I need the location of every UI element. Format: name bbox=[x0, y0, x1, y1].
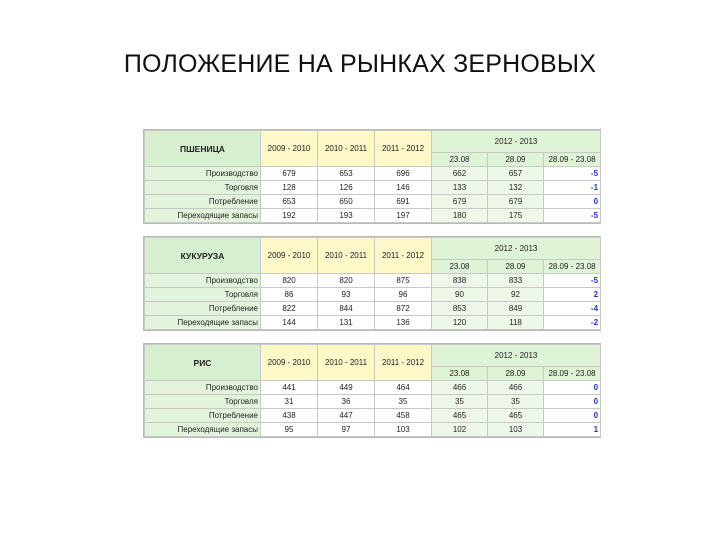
date-header: 28.09 - 23.08 bbox=[544, 260, 601, 274]
row-label: Потребление bbox=[145, 195, 261, 209]
change-value: -2 bbox=[544, 316, 601, 330]
change-value: -5 bbox=[544, 167, 601, 181]
table-row bbox=[145, 395, 601, 409]
table-cell: 132 bbox=[488, 181, 544, 195]
table-cell: 822 bbox=[261, 302, 318, 316]
table-cell: 96 bbox=[375, 288, 432, 302]
change-value: -4 bbox=[544, 302, 601, 316]
table-cell: 180 bbox=[432, 209, 488, 223]
table-row bbox=[145, 181, 601, 195]
crop-name: ПШЕНИЦА bbox=[145, 131, 261, 167]
table-cell: 679 bbox=[488, 195, 544, 209]
table-cell: 126 bbox=[318, 181, 375, 195]
change-value: 1 bbox=[544, 423, 601, 437]
grain-table bbox=[144, 130, 601, 223]
table-cell: 35 bbox=[432, 395, 488, 409]
grain-table-block bbox=[143, 343, 601, 438]
change-value: 0 bbox=[544, 381, 601, 395]
table-cell: 128 bbox=[261, 181, 318, 195]
table-cell: 662 bbox=[432, 167, 488, 181]
row-label: Потребление bbox=[145, 409, 261, 423]
table-cell: 458 bbox=[375, 409, 432, 423]
table-row bbox=[145, 195, 601, 209]
table-cell: 657 bbox=[488, 167, 544, 181]
table-cell: 118 bbox=[488, 316, 544, 330]
year-header: 2011 - 2012 bbox=[375, 238, 432, 274]
table-cell: 820 bbox=[261, 274, 318, 288]
grain-table-block bbox=[143, 129, 601, 224]
table-cell: 650 bbox=[318, 195, 375, 209]
table-cell: 35 bbox=[488, 395, 544, 409]
table-cell: 853 bbox=[432, 302, 488, 316]
table-cell: 86 bbox=[261, 288, 318, 302]
year-header: 2009 - 2010 bbox=[261, 238, 318, 274]
table-row bbox=[145, 316, 601, 330]
table-cell: 653 bbox=[318, 167, 375, 181]
table-cell: 103 bbox=[488, 423, 544, 437]
table-cell: 872 bbox=[375, 302, 432, 316]
table-row bbox=[145, 209, 601, 223]
table-cell: 197 bbox=[375, 209, 432, 223]
season-header: 2012 - 2013 bbox=[432, 131, 601, 153]
season-header: 2012 - 2013 bbox=[432, 345, 601, 367]
row-label: Торговля bbox=[145, 288, 261, 302]
table-cell: 90 bbox=[432, 288, 488, 302]
date-header: 23.08 bbox=[432, 260, 488, 274]
table-cell: 849 bbox=[488, 302, 544, 316]
row-label: Торговля bbox=[145, 181, 261, 195]
table-header-row bbox=[145, 131, 601, 153]
grain-table bbox=[144, 344, 601, 437]
table-cell: 92 bbox=[488, 288, 544, 302]
table-cell: 97 bbox=[318, 423, 375, 437]
change-value: 0 bbox=[544, 409, 601, 423]
row-label: Производство bbox=[145, 274, 261, 288]
table-row bbox=[145, 302, 601, 316]
table-cell: 691 bbox=[375, 195, 432, 209]
table-header-row bbox=[145, 238, 601, 260]
table-cell: 131 bbox=[318, 316, 375, 330]
table-cell: 146 bbox=[375, 181, 432, 195]
date-header: 28.09 - 23.08 bbox=[544, 367, 601, 381]
table-row bbox=[145, 423, 601, 437]
table-cell: 838 bbox=[432, 274, 488, 288]
table-cell: 820 bbox=[318, 274, 375, 288]
change-value: -5 bbox=[544, 209, 601, 223]
table-cell: 464 bbox=[375, 381, 432, 395]
season-header: 2012 - 2013 bbox=[432, 238, 601, 260]
year-header: 2009 - 2010 bbox=[261, 131, 318, 167]
year-header: 2010 - 2011 bbox=[318, 238, 375, 274]
table-cell: 653 bbox=[261, 195, 318, 209]
row-label: Переходящие запасы bbox=[145, 209, 261, 223]
table-cell: 875 bbox=[375, 274, 432, 288]
table-cell: 679 bbox=[261, 167, 318, 181]
table-cell: 193 bbox=[318, 209, 375, 223]
table-cell: 465 bbox=[488, 409, 544, 423]
change-value: -5 bbox=[544, 274, 601, 288]
change-value: -1 bbox=[544, 181, 601, 195]
row-label: Производство bbox=[145, 167, 261, 181]
table-row bbox=[145, 288, 601, 302]
date-header: 28.09 bbox=[488, 260, 544, 274]
slide-title: ПОЛОЖЕНИЕ НА РЫНКАХ ЗЕРНОВЫХ bbox=[123, 50, 597, 78]
table-cell: 136 bbox=[375, 316, 432, 330]
row-label: Переходящие запасы bbox=[145, 316, 261, 330]
date-header: 28.09 bbox=[488, 367, 544, 381]
table-cell: 192 bbox=[261, 209, 318, 223]
table-cell: 447 bbox=[318, 409, 375, 423]
change-value: 2 bbox=[544, 288, 601, 302]
table-cell: 175 bbox=[488, 209, 544, 223]
table-cell: 438 bbox=[261, 409, 318, 423]
table-cell: 133 bbox=[432, 181, 488, 195]
table-row bbox=[145, 274, 601, 288]
table-cell: 696 bbox=[375, 167, 432, 181]
row-label: Переходящие запасы bbox=[145, 423, 261, 437]
change-value: 0 bbox=[544, 395, 601, 409]
crop-name: КУКУРУЗА bbox=[145, 238, 261, 274]
year-header: 2011 - 2012 bbox=[375, 131, 432, 167]
table-cell: 679 bbox=[432, 195, 488, 209]
table-row bbox=[145, 167, 601, 181]
table-cell: 465 bbox=[432, 409, 488, 423]
table-cell: 833 bbox=[488, 274, 544, 288]
table-cell: 144 bbox=[261, 316, 318, 330]
table-cell: 441 bbox=[261, 381, 318, 395]
table-cell: 466 bbox=[488, 381, 544, 395]
table-cell: 103 bbox=[375, 423, 432, 437]
table-cell: 93 bbox=[318, 288, 375, 302]
row-label: Производство bbox=[145, 381, 261, 395]
year-header: 2010 - 2011 bbox=[318, 131, 375, 167]
date-header: 23.08 bbox=[432, 153, 488, 167]
crop-name: РИС bbox=[145, 345, 261, 381]
row-label: Потребление bbox=[145, 302, 261, 316]
date-header: 28.09 - 23.08 bbox=[544, 153, 601, 167]
table-row bbox=[145, 381, 601, 395]
table-cell: 844 bbox=[318, 302, 375, 316]
table-cell: 35 bbox=[375, 395, 432, 409]
table-cell: 95 bbox=[261, 423, 318, 437]
table-cell: 120 bbox=[432, 316, 488, 330]
row-label: Торговля bbox=[145, 395, 261, 409]
change-value: 0 bbox=[544, 195, 601, 209]
grain-table-block bbox=[143, 236, 601, 331]
table-cell: 449 bbox=[318, 381, 375, 395]
table-header-row bbox=[145, 345, 601, 367]
year-header: 2011 - 2012 bbox=[375, 345, 432, 381]
year-header: 2010 - 2011 bbox=[318, 345, 375, 381]
date-header: 23.08 bbox=[432, 367, 488, 381]
table-row bbox=[145, 409, 601, 423]
year-header: 2009 - 2010 bbox=[261, 345, 318, 381]
date-header: 28.09 bbox=[488, 153, 544, 167]
grain-table bbox=[144, 237, 601, 330]
table-cell: 102 bbox=[432, 423, 488, 437]
table-cell: 466 bbox=[432, 381, 488, 395]
table-cell: 31 bbox=[261, 395, 318, 409]
table-cell: 36 bbox=[318, 395, 375, 409]
